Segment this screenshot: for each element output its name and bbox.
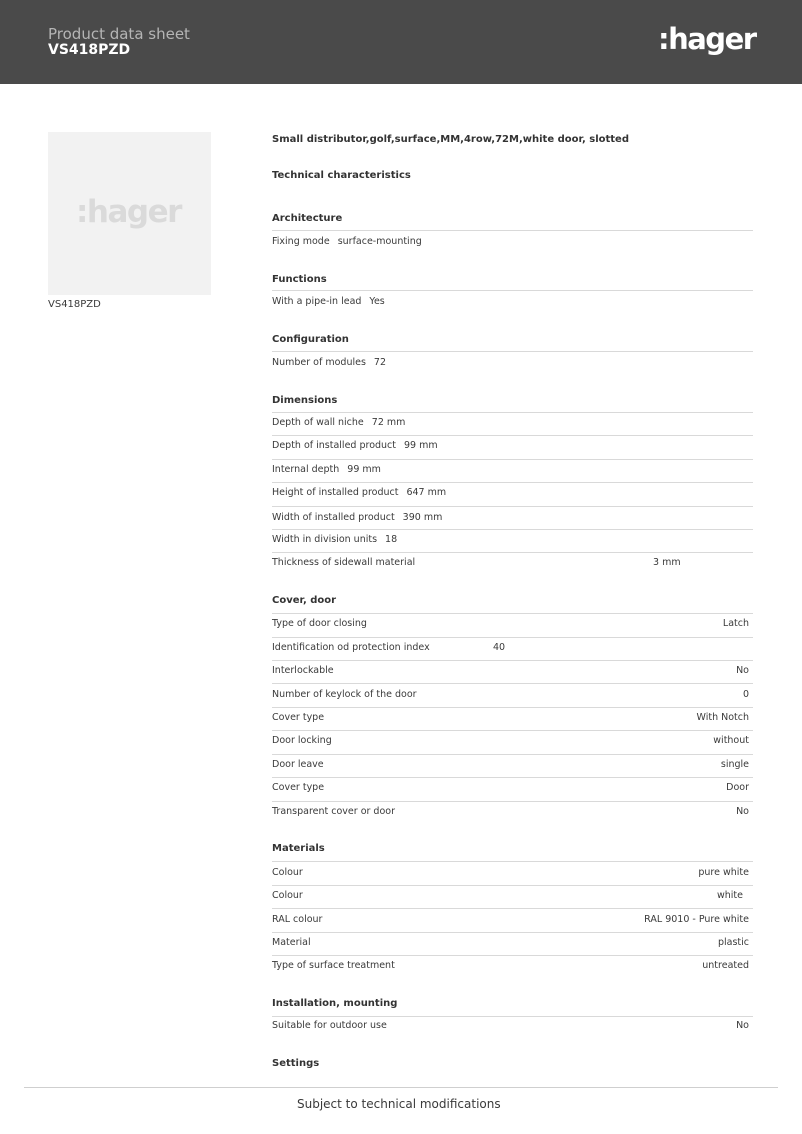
section-title-installation: Installation, mounting xyxy=(272,998,398,1009)
divider xyxy=(272,932,753,933)
spec-value: Yes xyxy=(369,296,385,307)
spec-row xyxy=(272,914,753,928)
header-reference: VS418PZD xyxy=(48,42,131,58)
divider xyxy=(272,1016,753,1017)
spec-row xyxy=(272,689,753,703)
spec-value: No xyxy=(736,806,749,817)
spec-row xyxy=(272,735,753,749)
spec-value: without xyxy=(713,735,749,746)
spec-value: RAL 9010 - Pure white xyxy=(644,914,749,925)
divider xyxy=(272,908,753,909)
spec-value: 99 mm xyxy=(404,440,438,451)
spec-row xyxy=(272,512,753,526)
product-title: Small distributor,golf,surface,MM,4row,72M,white door, slotted xyxy=(272,134,629,145)
divider xyxy=(272,412,753,413)
spec-value: Latch xyxy=(722,618,749,629)
spec-row xyxy=(272,1020,753,1034)
spec-value: plastic xyxy=(717,937,749,948)
product-image-logo: :hager xyxy=(76,194,181,230)
spec-row xyxy=(272,618,753,632)
spec-row xyxy=(272,236,753,250)
spec-row xyxy=(272,487,753,501)
spec-value: Door xyxy=(726,782,749,793)
divider xyxy=(272,506,753,507)
section-title-configuration: Configuration xyxy=(272,334,349,345)
spec-value: No xyxy=(736,1020,749,1031)
spec-label: Interlockable xyxy=(272,665,334,676)
divider xyxy=(272,552,753,553)
spec-label: Colour xyxy=(272,867,303,878)
spec-label: RAL colour xyxy=(272,914,323,925)
spec-value: pure white xyxy=(698,867,749,878)
spec-value: 18 xyxy=(385,534,398,545)
divider xyxy=(272,707,753,708)
divider xyxy=(272,885,753,886)
spec-value: No xyxy=(736,665,749,676)
spec-row xyxy=(272,712,753,726)
spec-row xyxy=(272,557,753,571)
section-title-settings: Settings xyxy=(272,1058,320,1069)
spec-value: untreated xyxy=(702,960,749,971)
section-title-functions: Functions xyxy=(272,274,327,285)
spec-label: Width of installed product xyxy=(272,512,395,523)
spec-row xyxy=(272,440,753,454)
section-title-architecture: Architecture xyxy=(272,213,343,224)
divider xyxy=(272,801,753,802)
spec-label: Fixing mode xyxy=(272,236,330,247)
spec-label: Depth of wall niche xyxy=(272,417,364,428)
spec-label: Width in division units xyxy=(272,534,378,545)
spec-row xyxy=(272,296,753,310)
spec-label: Cover type xyxy=(272,782,325,793)
spec-value: 72 mm xyxy=(371,417,406,428)
section-title-cover: Cover, door xyxy=(272,595,337,606)
divider xyxy=(272,290,753,291)
spec-label: Door leave xyxy=(272,759,324,770)
spec-label: Type of door closing xyxy=(272,618,367,629)
spec-label: Material xyxy=(272,937,311,948)
spec-label: Height of installed product xyxy=(272,487,399,498)
spec-row xyxy=(272,806,753,820)
spec-value: white xyxy=(717,890,743,901)
spec-row xyxy=(272,642,753,656)
divider xyxy=(272,730,753,731)
section-title-dimensions: Dimensions xyxy=(272,395,338,406)
spec-label: Identification od protection index xyxy=(272,642,430,653)
spec-value: 40 xyxy=(493,642,506,653)
spec-label: Internal depth xyxy=(272,464,340,475)
spec-label: Colour xyxy=(272,890,303,901)
spec-value: 0 xyxy=(742,689,749,700)
spec-label: Door locking xyxy=(272,735,332,746)
footer-divider xyxy=(24,1087,778,1088)
spec-label: Depth of installed product xyxy=(272,440,397,451)
hager-logo: :hager xyxy=(658,22,756,56)
divider xyxy=(272,459,753,460)
spec-value: single xyxy=(720,759,749,770)
spec-label: Number of modules xyxy=(272,357,366,368)
divider xyxy=(272,754,753,755)
product-image-caption: VS418PZD xyxy=(48,299,101,310)
spec-row xyxy=(272,937,753,951)
spec-label: Suitable for outdoor use xyxy=(272,1020,387,1031)
spec-value: 99 mm xyxy=(347,464,381,475)
product-image xyxy=(48,132,211,295)
spec-row xyxy=(272,357,753,371)
section-title-materials: Materials xyxy=(272,843,325,854)
spec-row xyxy=(272,464,753,478)
spec-value: With Notch xyxy=(696,712,749,723)
spec-row xyxy=(272,890,753,904)
footer-note: Subject to technical modifications xyxy=(297,1097,501,1111)
divider xyxy=(272,777,753,778)
header-label: Product data sheet xyxy=(48,25,190,43)
spec-row xyxy=(272,417,753,431)
spec-row xyxy=(272,759,753,773)
tech-heading: Technical characteristics xyxy=(272,170,411,181)
divider xyxy=(272,482,753,483)
divider xyxy=(272,230,753,231)
spec-label: Cover type xyxy=(272,712,325,723)
divider xyxy=(272,683,753,684)
page-header xyxy=(0,0,802,84)
divider xyxy=(272,637,753,638)
divider xyxy=(272,613,753,614)
spec-row xyxy=(272,665,753,679)
spec-label: With a pipe-in lead xyxy=(272,296,362,307)
divider xyxy=(272,435,753,436)
spec-label: Type of surface treatment xyxy=(272,960,395,971)
spec-value: 72 xyxy=(373,357,387,368)
divider xyxy=(272,861,753,862)
spec-row xyxy=(272,534,753,548)
divider xyxy=(272,660,753,661)
spec-value: 647 mm xyxy=(406,487,447,498)
spec-row xyxy=(272,960,753,974)
spec-label: Thickness of sidewall material xyxy=(272,557,416,568)
divider xyxy=(272,955,753,956)
spec-label: Transparent cover or door xyxy=(272,806,395,817)
spec-row xyxy=(272,782,753,796)
divider xyxy=(272,351,753,352)
spec-value: 390 mm xyxy=(402,512,443,523)
spec-value: surface-mounting xyxy=(337,236,422,247)
spec-value: 3 mm xyxy=(653,557,681,568)
divider xyxy=(272,529,753,530)
spec-row xyxy=(272,867,753,881)
spec-label: Number of keylock of the door xyxy=(272,689,417,700)
